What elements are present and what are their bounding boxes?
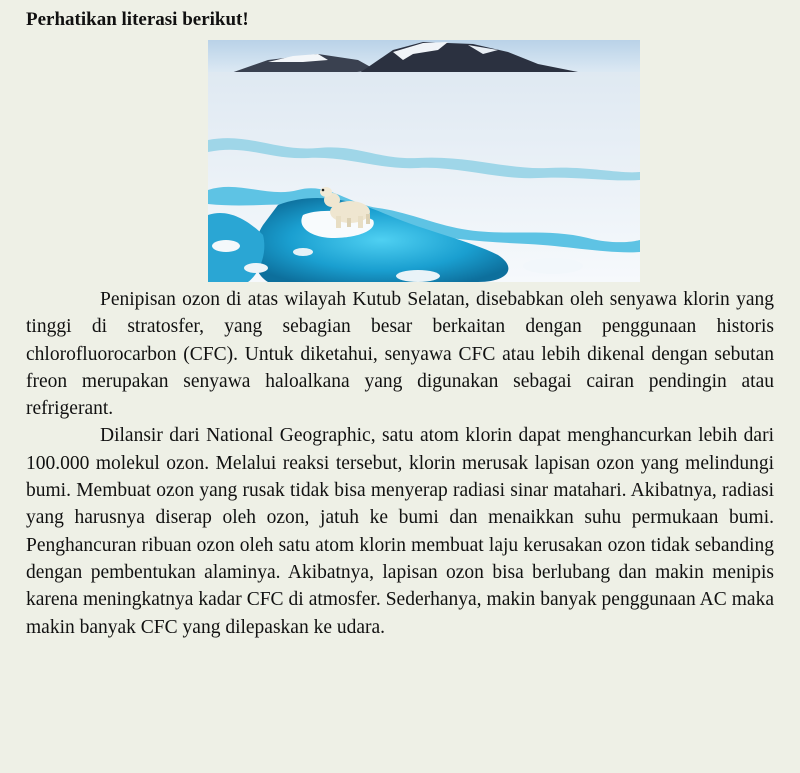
polar-bear-photo [208, 40, 640, 282]
ice-chunk [523, 258, 583, 274]
ice-chunk [293, 248, 313, 256]
page-heading: Perhatikan literasi berikut! [26, 9, 249, 30]
paragraph-2: Dilansir dari National Geographic, satu atom klorin dapat menghancurkan lebih dari 100.000 molekul ozon. Melalui reaksi tersebut, klorin merusak lapisan ozon yang melindungi bumi. Membuat ozon yang rusak tidak bisa menyerap radiasi sinar matahari. Akibatnya, radiasi yang harusnya diserap oleh ozon, jatuh ke bumi dan menaikkan suhu permukaan bumi. Penghancuran ribuan ozon oleh satu atom klorin membuat laju kerusakan ozon tidak sebanding dengan pembentukan alaminya. Akibatnya, lapisan ozon bisa berlubang dan makin menipis karena meningkatnya kadar CFC di atmosfer. Sederhanya, makin banyak penggunaan AC maka makin banyak CFC yang dilepaskan ke udara. [26, 425, 774, 638]
polar-bear-illustration [208, 40, 640, 282]
article-body [26, 286, 774, 641]
paragraph-1: Penipisan ozon di atas wilayah Kutub Selatan, disebabkan oleh senyawa klorin yang tinggi di stratosfer, yang sebagian besar berkaitan dengan penggunaan historis chlorofluorocarbon (CFC). Untuk diketahui, senyawa CFC atau lebih dikenal dengan sebutan freon merupakan senyawa haloalkana yang digunakan sebagai cairan pendingin atau refrigerant. [26, 289, 774, 420]
ice-chunk [212, 240, 240, 252]
ice-chunk [244, 263, 268, 273]
ice-chunk [396, 270, 440, 282]
